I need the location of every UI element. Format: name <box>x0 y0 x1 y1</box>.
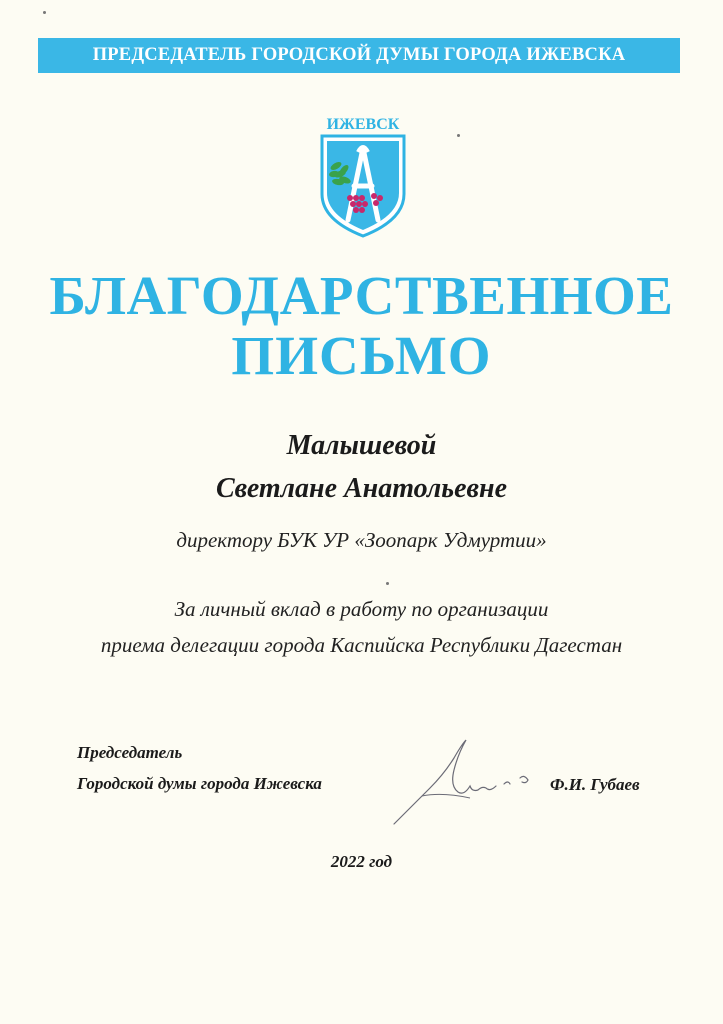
document-title-line-1: БЛАГОДАРСТВЕННОЕ <box>49 265 674 326</box>
header-title: ПРЕДСЕДАТЕЛЬ ГОРОДСКОЙ ДУМЫ ГОРОДА ИЖЕВСКА <box>92 45 626 65</box>
signatory-title-line-1: Председатель <box>77 743 183 762</box>
document-title-line-2: ПИСЬМО <box>231 325 492 386</box>
handwritten-signature <box>392 736 542 828</box>
paper-speck <box>43 11 46 14</box>
signatory-name: Ф.И. Губаев <box>550 775 640 794</box>
recipient-position: директору БУК УР «Зоопарк Удмуртии» <box>176 528 547 552</box>
reason-line-1: За личный вклад в работу по организации <box>174 597 549 621</box>
paper-speck <box>457 134 460 137</box>
recipient-surname: Малышевой <box>286 430 437 461</box>
city-emblem <box>314 112 412 240</box>
signatory-title-line-2: Городской думы города Ижевска <box>77 774 322 793</box>
header-band <box>38 38 680 73</box>
emblem-city-name: ИЖЕВСК <box>326 116 400 133</box>
paper-speck <box>386 582 389 585</box>
recipient-given-names: Светлане Анатольевне <box>215 473 508 504</box>
document-year: 2022 год <box>330 852 393 871</box>
reason-line-2: приема делегации города Каспийска Республики Дагестан <box>100 633 623 657</box>
